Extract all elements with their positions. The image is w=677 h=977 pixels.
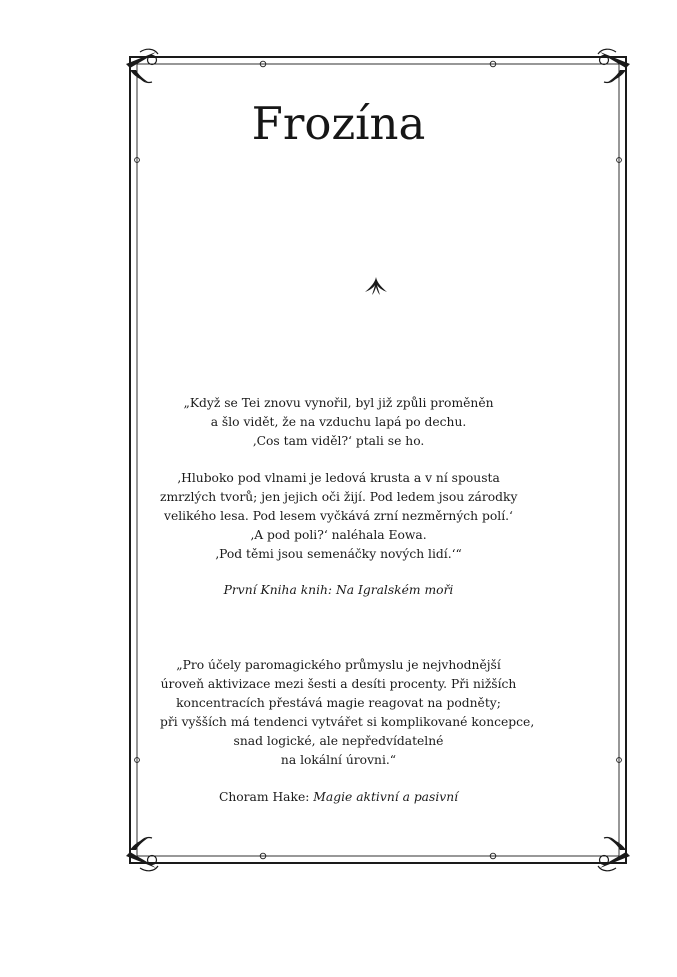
epigraph-line: zmrzlých tvorů; jen jejich oči žijí. Pod ledem jsou zárodky <box>160 490 518 504</box>
epigraph-line: „Pro účely paromagického průmyslu je nejvhodnější <box>176 658 501 672</box>
chapter-title: Frozína <box>251 97 426 150</box>
epigraph-1-source-title: První Kniha knih: Na Igralském moři <box>223 583 454 597</box>
epigraph-stanza-2 <box>160 469 517 564</box>
epigraph-1-source <box>160 581 517 600</box>
epigraph-line: ‚Hluboko pod vlnami je ledová krusta a v ní spousta <box>177 471 500 485</box>
epigraph-line: a šlo vidět, že na vzduchu lapá po dechu. <box>210 415 467 429</box>
epigraph-line: úroveň aktivizace mezi šesti a desíti procenty. Při nižších <box>160 677 517 691</box>
epigraph-line: ‚A pod poli?‘ naléhala Eowa. <box>250 528 427 542</box>
epigraph-2-work-title: Magie aktivní a pasivní <box>313 790 459 804</box>
fleuron-icon <box>363 276 389 296</box>
epigraph-line: velikého lesa. Pod lesem vyčkává zrní nezměrných polí.‘ <box>164 509 513 523</box>
epigraph-2-attribution <box>160 788 517 807</box>
epigraph-line: ‚Pod těmi jsou semenáčky nových lidí.‘“ <box>215 547 462 561</box>
epigraph-line: při vyšších má tendenci vytvářet si komplikované koncepce, <box>160 715 535 729</box>
epigraph-stanza-1 <box>160 394 517 451</box>
epigraph-line: koncentracích přestává magie reagovat na podněty; <box>176 696 501 710</box>
epigraph-line: ‚Cos tam viděl?‘ ptali se ho. <box>252 434 425 448</box>
epigraph-2-quote <box>160 656 535 770</box>
epigraph-line: snad logické, ale nepředvídatelné <box>233 734 444 748</box>
epigraph-2-author: Choram Hake: <box>218 790 310 804</box>
epigraph-line: na lokální úrovni.“ <box>280 753 397 767</box>
epigraph-line: „Když se Tei znovu vynořil, byl již způli proměněn <box>183 396 494 410</box>
